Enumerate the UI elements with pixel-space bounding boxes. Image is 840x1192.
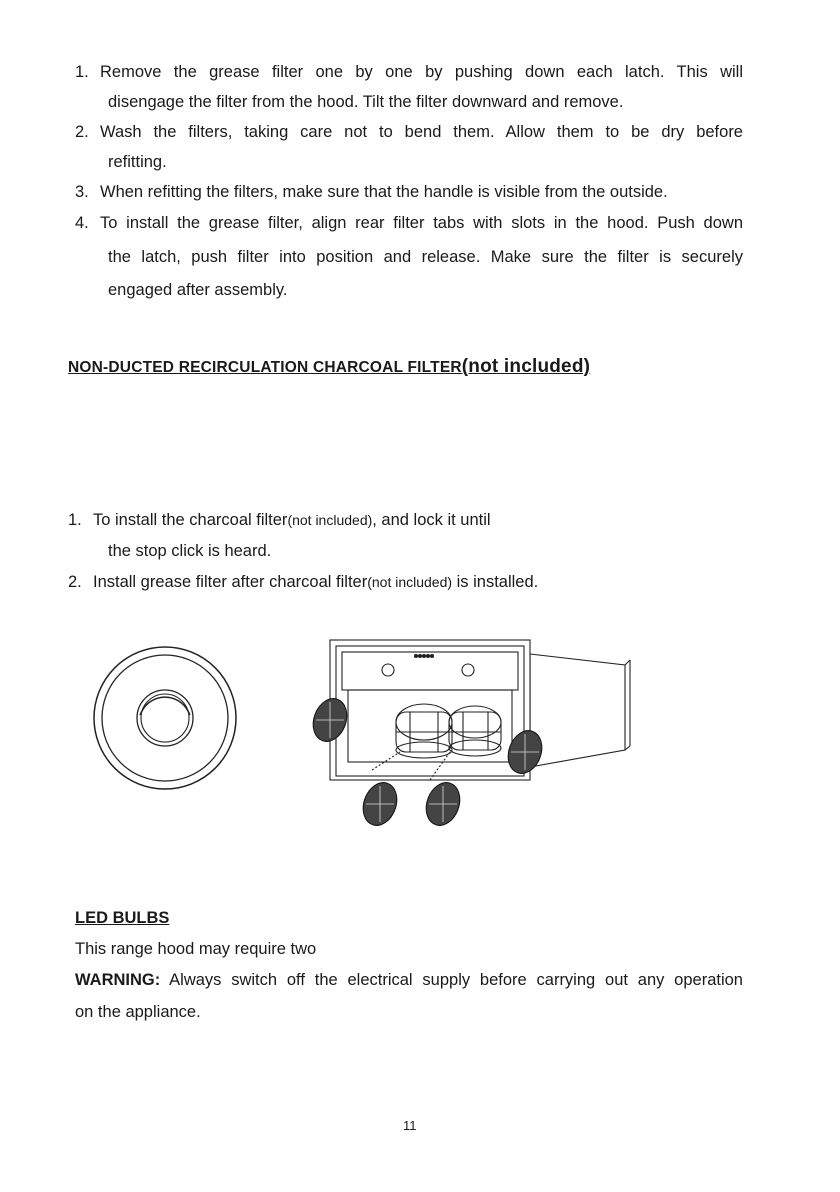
step-number: 2. xyxy=(75,123,89,141)
led-bulbs-text: This range hood may require two xyxy=(75,940,317,958)
step-text-line: Install grease filter after charcoal filter(not included) is installed. xyxy=(93,573,539,591)
step-text-line: the stop click is heard. xyxy=(108,542,272,560)
step-text-line: the latch, push filter into position and release. Make sure the filter is securely xyxy=(108,248,743,266)
step-text-line: Remove the grease filter one by one by pushing down each latch. This will xyxy=(100,63,743,81)
step-text-line: engaged after assembly. xyxy=(108,281,288,299)
step-text-line: To install the grease filter, align rear filter tabs with slots in the hood. Push down xyxy=(100,214,743,232)
charcoal-filter-heading xyxy=(68,356,590,378)
step-number: 2. xyxy=(68,573,82,591)
step-text-line: Wash the filters, taking care not to bend them. Allow them to be dry before xyxy=(100,123,743,141)
warning-text-line: on the appliance. xyxy=(75,1003,201,1021)
page-number: 11 xyxy=(403,1118,417,1133)
step-text-line: refitting. xyxy=(108,153,167,171)
charcoal-heading-text: NON-DUCTED RECIRCULATION CHARCOAL FILTER xyxy=(68,359,462,376)
step-number: 1. xyxy=(75,63,89,81)
step-text-line: To install the charcoal filter(not included), and lock it until xyxy=(93,511,491,529)
led-bulbs-heading: LED BULBS xyxy=(75,909,170,927)
step-number: 3. xyxy=(75,183,89,201)
charcoal-filter-closeup-illustration xyxy=(90,643,240,793)
step-number: 1. xyxy=(68,511,82,529)
warning-label: WARNING: xyxy=(75,971,161,989)
step-text-line: When refitting the filters, make sure that the handle is visible from the outside. xyxy=(100,183,668,201)
step-text-line: disengage the filter from the hood. Tilt the filter downward and remove. xyxy=(108,93,624,111)
range-hood-illustration xyxy=(300,632,640,832)
step-number: 4. xyxy=(75,214,89,232)
warning-text-line: WARNING: Always switch off the electrical supply before carrying out any operation xyxy=(75,971,743,989)
not-included-tag: (not included) xyxy=(461,356,591,377)
